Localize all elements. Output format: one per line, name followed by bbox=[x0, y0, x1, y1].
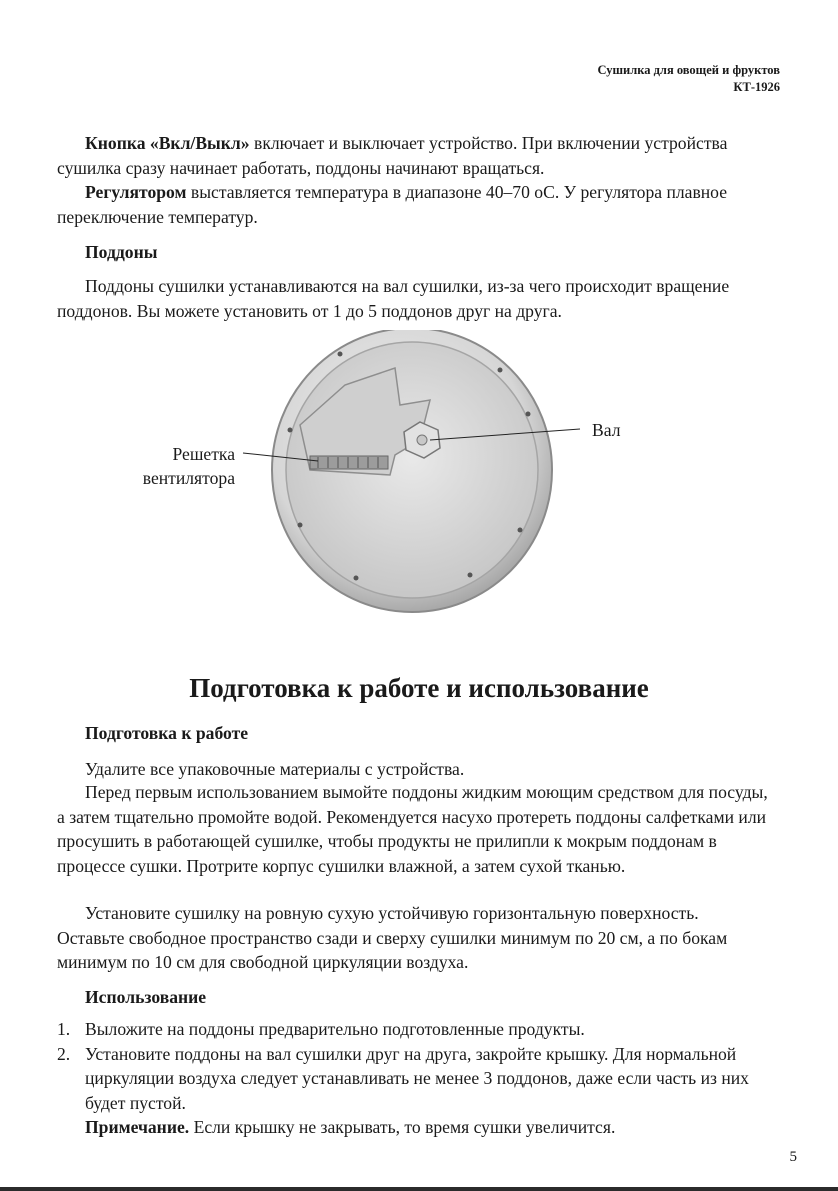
usage-step-number: 2. bbox=[57, 1043, 71, 1064]
usage-step bbox=[57, 1017, 770, 1042]
regulator-paragraph bbox=[57, 180, 770, 229]
power-button-text: включает и выключает устройство. При включении устройства сушилка сразу начинает работать, поддоны начинают вращаться. bbox=[57, 133, 728, 178]
usage-note bbox=[57, 1115, 770, 1140]
usage-step-text: Выложите на поддоны предварительно подготовленные продукты. bbox=[85, 1019, 585, 1039]
grille-label: Решетка вентилятора bbox=[142, 444, 235, 488]
preparation-paragraph-1: Удалите все упаковочные материалы с устройства. bbox=[85, 759, 465, 779]
shaft-label: Вал bbox=[592, 420, 621, 440]
usage-step bbox=[57, 1042, 770, 1116]
power-button-paragraph bbox=[57, 131, 770, 180]
note-text: Если крышку не закрывать, то время сушки увеличится. bbox=[189, 1117, 616, 1137]
preparation-paragraph-2: Перед первым использованием вымойте поддоны жидким моющим средством для посуды, а затем тщательно промойте водой. Рекомендуется насухо протереть поддоны салфетками или просушить в работающей сушилке, чтобы продукты не прилипли к мокрым поддонам в процессе сушки. Протрите корпус сушилки влажной, а затем сухой тканью. bbox=[57, 782, 768, 876]
trays-heading: Поддоны bbox=[85, 242, 158, 262]
usage-step-text: Установите поддоны на вал сушилки друг на друга, закройте крышку. Для нормальной циркуляции воздуха следует устанавливать не менее 3 поддонов, даже если часть из них будет пустой. bbox=[85, 1043, 749, 1113]
fan-grille bbox=[310, 456, 388, 469]
regulator-text: выставляется температура в диапазоне 40–70 оС. У регулятора плавное переключение температур. bbox=[57, 182, 728, 227]
header-product-name: Сушилка для овощей и фруктов bbox=[597, 63, 780, 77]
usage-heading: Использование bbox=[85, 987, 207, 1007]
document-header bbox=[597, 62, 780, 96]
power-button-term: Кнопка «Вкл/Выкл» bbox=[85, 133, 250, 153]
page-bottom-rule bbox=[0, 1187, 838, 1191]
dryer-base-figure bbox=[0, 330, 838, 630]
usage-steps-list bbox=[57, 1017, 770, 1140]
note-label: Примечание. bbox=[85, 1117, 190, 1137]
page-number: 5 bbox=[789, 1149, 797, 1165]
regulator-term: Регулятором bbox=[85, 182, 187, 202]
section-title: Подготовка к работе и использование bbox=[189, 673, 649, 703]
usage-step-number: 1. bbox=[57, 1019, 71, 1039]
preparation-paragraph-3: Установите сушилку на ровную сухую устойчивую горизонтальную поверхность. Оставьте свободное пространство сзади и сверху сушилки минимум по 20 см, а по бокам минимум по 10 см для свободной циркуляции воздуха. bbox=[57, 903, 728, 972]
preparation-heading: Подготовка к работе bbox=[85, 723, 249, 743]
shaft-center bbox=[417, 435, 427, 445]
header-model-number: КТ-1926 bbox=[733, 80, 780, 94]
trays-paragraph: Поддоны сушилки устанавливаются на вал сушилки, из-за чего происходит вращение поддонов. Вы можете установить от 1 до 5 поддонов друг на друга. bbox=[57, 276, 730, 321]
